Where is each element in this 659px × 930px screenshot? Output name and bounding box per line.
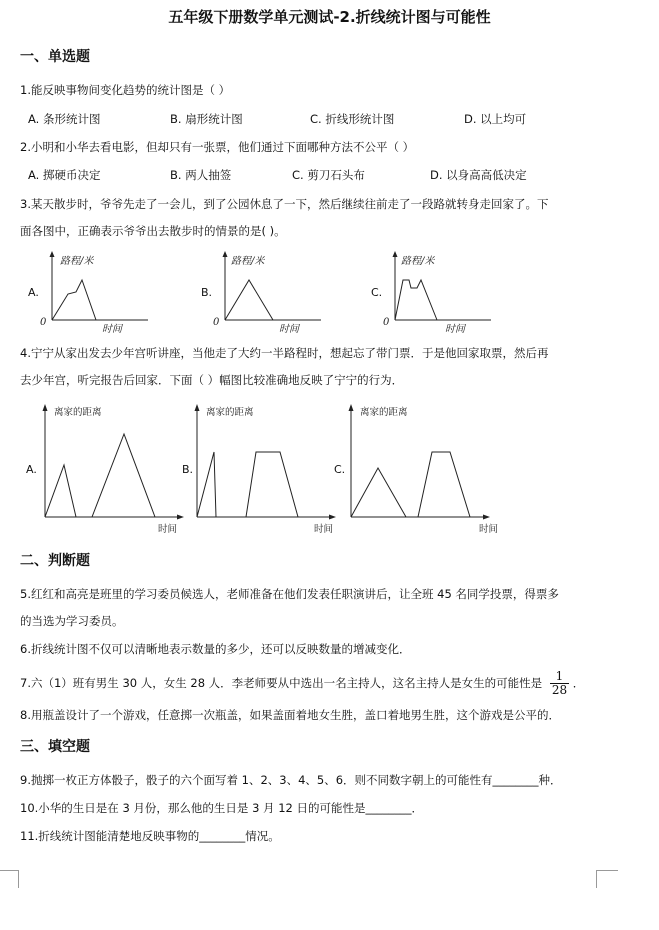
q1-option-d: D. 以上均可 [464,112,527,126]
q4b-x-axis-label: 时间 [314,524,334,535]
question-5-line-2: 的当选为学习委员。 [20,614,124,628]
q2-option-c: C. 剪刀石头布 [292,168,365,182]
q3a-origin: 0 [40,317,47,328]
page-corner-mark-left [0,870,19,888]
q3-graph-c [383,250,503,335]
question-2: 2.小明和小华去看电影，但却只有一张票，他们通过下面哪种方法不公平（ ） [20,140,415,154]
q3c-origin: 0 [383,317,390,328]
q4-graph-a [40,402,190,537]
q4-option-b-label: B. [182,463,194,476]
question-3-line-1: 3.某天散步时，爷爷先走了一会儿，到了公园休息了一下，然后继续往前走了一段路就转身走回家了。下 [20,197,549,211]
section-heading-single-choice: 一、单选题 [20,49,90,65]
q3c-x-axis-label: 时间 [445,324,465,335]
question-11: 11.折线统计图能清楚地反映事物的________情况。 [20,829,280,843]
section-heading-true-false: 二、判断题 [20,553,90,569]
page-corner-line-left [0,870,18,871]
q4a-x-axis-label: 时间 [158,524,178,535]
q3c-y-axis-label: 路程/米 [401,256,435,267]
q4-graph-c [346,402,499,537]
question-7 [20,670,584,697]
q4-option-a-label: A. [26,463,37,476]
q3-graph-b [213,250,333,335]
q3-graph-a [40,250,160,335]
question-1: 1.能反映事物间变化趋势的统计图是（ ） [20,83,231,97]
q7-fraction [550,670,569,697]
question-6: 6.折线统计图不仅可以清晰地表示数量的多少，还可以反映数量的增减变化． [20,642,411,656]
question-8: 8.用瓶盖设计了一个游戏，任意掷一次瓶盖，如果盖面着地女生胜，盖口着地男生胜，这个游戏是公平的． [20,708,560,722]
question-7-text: 7.六（1）班有男生 30 人，女生 28 人．李老师要从中选出一名主持人，这名主持人是女生的可能性是 [20,676,543,690]
q1-option-a: A. 条形统计图 [28,112,101,126]
q1-option-c: C. 折线形统计图 [310,112,395,126]
q4-option-c-label: C. [334,463,346,476]
q3-option-b-label: B. [201,286,213,299]
q3b-x-axis-label: 时间 [279,324,299,335]
q3b-origin: 0 [213,317,220,328]
q3-option-a-label: A. [28,286,39,299]
page-corner-mark-right [596,870,617,888]
question-7-end: ． [572,676,585,690]
question-4-line-2: 去少年宫，听完报告后回家．下面（ ）幅图比较准确地反映了宁宁的行为． [20,373,404,387]
q4c-x-axis-label: 时间 [479,524,499,535]
question-9: 9.抛掷一枚正方体骰子，骰子的六个面写着 1、2、3、4、5、6．则不同数字朝上的可能性有________种． [20,773,562,787]
q4c-y-axis-label: 离家的距离 [360,407,408,418]
q4a-y-axis-label: 离家的距离 [54,407,102,418]
page-title: 五年级下册数学单元测试-2.折线统计图与可能性 [168,8,491,26]
q3a-y-axis-label: 路程/米 [60,256,94,267]
question-3-line-2: 面各图中，正确表示爷爷出去散步时的情景的是( )。 [20,224,286,238]
q3a-x-axis-label: 时间 [102,324,122,335]
q2-option-d: D. 以身高高低决定 [430,168,527,182]
q7-fraction-denominator: 28 [551,683,568,697]
q4-graph-b [192,402,342,537]
question-10: 10.小华的生日是在 3 月份，那么他的生日是 3 月 12 日的可能性是________． [20,801,423,815]
question-4-line-1: 4.宁宁从家出发去少年宫听讲座，当他走了大约一半路程时，想起忘了带门票．于是他回家取票，然后再 [20,346,549,360]
q3-option-c-label: C. [371,286,383,299]
section-heading-fill-in: 三、填空题 [20,739,90,755]
q2-option-a: A. 掷硬币决定 [28,168,101,182]
q3b-y-axis-label: 路程/米 [231,256,265,267]
q1-option-b: B. 扇形统计图 [170,112,243,126]
page-corner-line-right [596,870,618,871]
q4b-y-axis-label: 离家的距离 [206,407,254,418]
q2-option-b: B. 两人抽签 [170,168,232,182]
question-5-line-1: 5.红红和高亮是班里的学习委员候选人，老师准备在他们发表任职演讲后，让全班 45 名同学投票，得票多 [20,587,559,601]
q7-fraction-numerator: 1 [550,670,569,684]
